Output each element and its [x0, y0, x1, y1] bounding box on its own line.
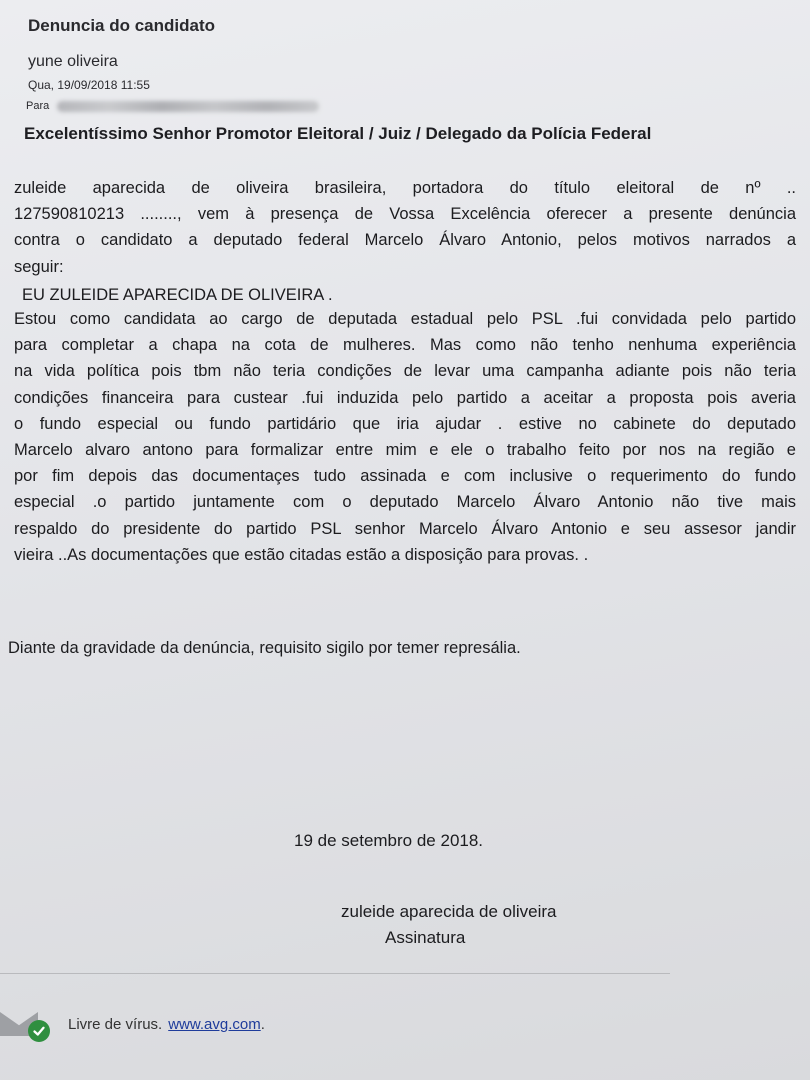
- body-line: vieira ..As documentações que estão citadas estão a disposição para provas. .: [14, 545, 589, 564]
- body-paragraph: [14, 306, 796, 568]
- recipient-line: [26, 100, 319, 112]
- intro-line: 127590810213 ........, vem à presença de Vossa Excelência oferecer a presente denúncia: [14, 205, 796, 224]
- body-line: respaldo do presidente do partido PSL senhor Marcelo Álvaro Antonio e seu assesor jandir: [14, 519, 796, 538]
- closing-statement: Diante da gravidade da denúncia, requisito sigilo por temer represália.: [8, 639, 521, 657]
- email-datetime: Qua, 19/09/2018 11:55: [28, 78, 150, 92]
- body-line: para completar a chapa na cota de mulheres. Mas como não tenho nenhuma experiência: [14, 336, 796, 355]
- intro-line: seguir:: [14, 257, 64, 276]
- signer-name: zuleide aparecida de oliveira: [341, 902, 557, 921]
- body-line: Estou como candidata ao cargo de deputada estadual pelo PSL .fui convidada pelo partido: [14, 310, 796, 328]
- signature-date: 19 de setembro de 2018.: [294, 831, 484, 850]
- footer-divider: [0, 973, 670, 974]
- body-line: o fundo especial ou fundo partidário que iria ajudar . estive no cabinete do deputado: [14, 414, 796, 433]
- redacted-recipient: [57, 101, 319, 112]
- to-label: Para: [26, 100, 50, 112]
- avg-link[interactable]: www.avg.com: [168, 1015, 261, 1033]
- body-line: especial .o partido juntamente com o deputado Marcelo Álvaro Antonio não tive mais: [14, 493, 796, 512]
- intro-line: contra o candidato a deputado federal Marcelo Álvaro Antonio, pelos motivos narrados a: [14, 231, 796, 250]
- intro-paragraph: [14, 175, 796, 280]
- body-line: condições financeira para custear .fui induzida pelo partido a aceitar a proposta pois averia: [14, 388, 796, 407]
- body-line: por fim depois das documentaçes tudo assinada e com inclusive o requerimento do fundo: [14, 467, 796, 486]
- virus-free-footer: [0, 1004, 265, 1044]
- declaration-paragraph: [14, 282, 796, 308]
- virus-free-text: Livre de vírus.: [68, 1015, 163, 1033]
- letter-addressee: Excelentíssimo Senhor Promotor Eleitoral / Juiz / Delegado da Polícia Federal: [24, 124, 652, 143]
- footer-period: .: [260, 1015, 265, 1033]
- email-subject: Denuncia do candidato: [28, 16, 216, 35]
- intro-line: zuleide aparecida de oliveira brasileira, portadora do título eleitoral de nº ..: [14, 179, 796, 197]
- signature-label: Assinatura: [385, 928, 466, 947]
- sender-name: yune oliveira: [28, 53, 118, 70]
- avg-check-icon: [0, 1004, 52, 1044]
- body-line: Marcelo alvaro antono para formalizar entre mim e ele o trabalho feito por nos na região e: [14, 440, 796, 459]
- check-icon: [28, 1020, 50, 1042]
- body-line: na vida política pois tbm não teria condições de levar uma campanha adiante pois não teria: [14, 362, 796, 381]
- declaration-line: EU ZULEIDE APARECIDA DE OLIVEIRA .: [22, 286, 333, 304]
